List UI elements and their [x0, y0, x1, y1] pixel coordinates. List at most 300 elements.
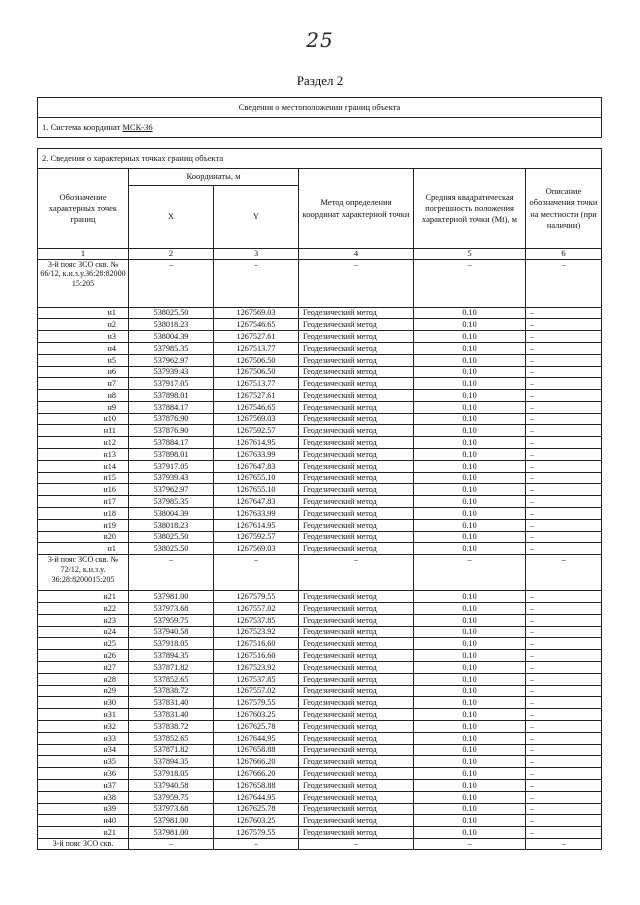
accuracy: 0.10: [414, 744, 526, 756]
group-dash: –: [299, 555, 414, 591]
table-row: [38, 401, 602, 413]
x-coordinate: 537894.35: [129, 756, 214, 768]
y-coordinate: 1267527.61: [214, 331, 299, 343]
y-coordinate: 1267666.20: [214, 756, 299, 768]
y-coordinate: 1267569.03: [214, 307, 299, 319]
method: Геодезический метод: [299, 531, 414, 543]
x-coordinate: 537981.00: [129, 827, 214, 839]
x-coordinate: 537959.75: [129, 791, 214, 803]
table-row: [38, 791, 602, 803]
method: Геодезический метод: [299, 791, 414, 803]
y-coordinate: 1267603.25: [214, 815, 299, 827]
x-coordinate: 537884.17: [129, 437, 214, 449]
description: –: [526, 354, 602, 366]
description: –: [526, 413, 602, 425]
accuracy: 0.10: [414, 721, 526, 733]
y-coordinate: 1267537.85: [214, 673, 299, 685]
point-name: н21: [38, 827, 129, 839]
point-name: н26: [38, 650, 129, 662]
x-coordinate: 537917.05: [129, 378, 214, 390]
accuracy: 0.10: [414, 591, 526, 603]
x-coordinate: 537871.82: [129, 744, 214, 756]
method: Геодезический метод: [299, 756, 414, 768]
method: Геодезический метод: [299, 827, 414, 839]
x-coordinate: 538018.23: [129, 519, 214, 531]
method: Геодезический метод: [299, 638, 414, 650]
y-coordinate: 1267633.99: [214, 508, 299, 520]
accuracy: 0.10: [414, 413, 526, 425]
group-dash: –: [214, 555, 299, 591]
description: –: [526, 543, 602, 555]
x-coordinate: 537962.97: [129, 484, 214, 496]
group-dash: –: [299, 838, 414, 849]
page-number: 25: [306, 28, 334, 52]
description: –: [526, 390, 602, 402]
table-row: [38, 780, 602, 792]
x-coordinate: 537852.65: [129, 673, 214, 685]
description: –: [526, 508, 602, 520]
table-row: [38, 756, 602, 768]
group-dash: –: [526, 259, 602, 307]
point-name: н21: [38, 591, 129, 603]
point-name: н27: [38, 662, 129, 674]
table-row: [38, 366, 602, 378]
y-coordinate: 1267569.03: [214, 413, 299, 425]
description: –: [526, 366, 602, 378]
table-row: [38, 803, 602, 815]
x-coordinate: 537876.90: [129, 425, 214, 437]
group-row: [38, 838, 602, 849]
description: –: [526, 685, 602, 697]
point-name: н3: [38, 331, 129, 343]
y-coordinate: 1267614.95: [214, 519, 299, 531]
method: Геодезический метод: [299, 768, 414, 780]
section-title: Раздел 2: [296, 73, 344, 88]
table-row: [38, 496, 602, 508]
x-coordinate: 538025.50: [129, 307, 214, 319]
point-name: н28: [38, 673, 129, 685]
group-label: 3-й пояс ЗСО скв.: [38, 838, 129, 849]
y-coordinate: 1267592.57: [214, 531, 299, 543]
table-row: [38, 709, 602, 721]
table-caption: Сведения о местоположении границ объекта: [38, 98, 602, 118]
column-number: 2: [129, 249, 214, 260]
y-coordinate: 1267658.88: [214, 780, 299, 792]
description: –: [526, 614, 602, 626]
method: Геодезический метод: [299, 744, 414, 756]
description: –: [526, 378, 602, 390]
column-number: 1: [38, 249, 129, 260]
description: –: [526, 519, 602, 531]
point-name: н7: [38, 378, 129, 390]
table-row: [38, 744, 602, 756]
y-coordinate: 1267625.78: [214, 721, 299, 733]
column-number: 3: [214, 249, 299, 260]
accuracy: 0.10: [414, 791, 526, 803]
x-coordinate: 537981.00: [129, 591, 214, 603]
description: –: [526, 697, 602, 709]
description: –: [526, 721, 602, 733]
x-coordinate: 537962.97: [129, 354, 214, 366]
accuracy: 0.10: [414, 437, 526, 449]
table-row: [38, 354, 602, 366]
x-coordinate: 538018.23: [129, 319, 214, 331]
accuracy: 0.10: [414, 519, 526, 531]
y-coordinate: 1267666.20: [214, 768, 299, 780]
accuracy: 0.10: [414, 401, 526, 413]
y-coordinate: 1267579.55: [214, 827, 299, 839]
x-coordinate: 537985.35: [129, 342, 214, 354]
group-dash: –: [214, 259, 299, 307]
method: Геодезический метод: [299, 366, 414, 378]
x-coordinate: 537831.40: [129, 697, 214, 709]
description: –: [526, 709, 602, 721]
group-dash: –: [526, 838, 602, 849]
y-coordinate: 1267647.83: [214, 496, 299, 508]
description: –: [526, 496, 602, 508]
accuracy: 0.10: [414, 484, 526, 496]
table-row: [38, 531, 602, 543]
group-dash: –: [299, 259, 414, 307]
point-name: н30: [38, 697, 129, 709]
x-coordinate: 538025.50: [129, 531, 214, 543]
y-coordinate: 1267557.02: [214, 685, 299, 697]
group-dash: –: [526, 555, 602, 591]
description: –: [526, 662, 602, 674]
table-row: [38, 603, 602, 615]
method: Геодезический метод: [299, 803, 414, 815]
accuracy: 0.10: [414, 803, 526, 815]
method: Геодезический метод: [299, 319, 414, 331]
accuracy: 0.10: [414, 815, 526, 827]
point-name: н8: [38, 390, 129, 402]
point-name: н9: [38, 401, 129, 413]
accuracy: 0.10: [414, 425, 526, 437]
accuracy: 0.10: [414, 685, 526, 697]
description: –: [526, 342, 602, 354]
description: –: [526, 768, 602, 780]
y-coordinate: 1267625.78: [214, 803, 299, 815]
point-name: н1: [38, 307, 129, 319]
accuracy: 0.10: [414, 342, 526, 354]
x-coordinate: 537940.58: [129, 780, 214, 792]
accuracy: 0.10: [414, 614, 526, 626]
table-row: [38, 614, 602, 626]
point-name: н32: [38, 721, 129, 733]
accuracy: 0.10: [414, 697, 526, 709]
y-coordinate: 1267506.50: [214, 354, 299, 366]
description: –: [526, 401, 602, 413]
description: –: [526, 591, 602, 603]
table-row: [38, 721, 602, 733]
method: Геодезический метод: [299, 614, 414, 626]
method: Геодезический метод: [299, 496, 414, 508]
accuracy: 0.10: [414, 307, 526, 319]
point-name: н37: [38, 780, 129, 792]
group-label: 3-й пояс ЗСО скв. № 72/12, к.н.з.у. 36:28:8200015:205: [38, 555, 129, 591]
method: Геодезический метод: [299, 721, 414, 733]
table-row: [38, 484, 602, 496]
table-row: [38, 519, 602, 531]
header-y: Y: [214, 186, 299, 249]
table-row: [38, 626, 602, 638]
point-name: н20: [38, 531, 129, 543]
table-row: [38, 673, 602, 685]
x-coordinate: 537838.72: [129, 721, 214, 733]
description: –: [526, 425, 602, 437]
point-name: н31: [38, 709, 129, 721]
y-coordinate: 1267658.88: [214, 744, 299, 756]
y-coordinate: 1267614.95: [214, 437, 299, 449]
table-row: [38, 685, 602, 697]
group-dash: –: [129, 555, 214, 591]
y-coordinate: 1267537.85: [214, 614, 299, 626]
method: Геодезический метод: [299, 519, 414, 531]
point-name: н16: [38, 484, 129, 496]
description: –: [526, 531, 602, 543]
method: Геодезический метод: [299, 662, 414, 674]
y-coordinate: 1267516.60: [214, 638, 299, 650]
x-coordinate: 537917.05: [129, 460, 214, 472]
table-row: [38, 413, 602, 425]
description: –: [526, 460, 602, 472]
y-coordinate: 1267523.92: [214, 662, 299, 674]
point-name: н29: [38, 685, 129, 697]
table-row: [38, 768, 602, 780]
method: Геодезический метод: [299, 390, 414, 402]
accuracy: 0.10: [414, 673, 526, 685]
point-name: н13: [38, 449, 129, 461]
table-row: [38, 319, 602, 331]
accuracy: 0.10: [414, 626, 526, 638]
table-row: [38, 472, 602, 484]
y-coordinate: 1267644.95: [214, 732, 299, 744]
accuracy: 0.10: [414, 472, 526, 484]
y-coordinate: 1267513.77: [214, 378, 299, 390]
table-row: [38, 307, 602, 319]
table-row: [38, 449, 602, 461]
table-row: [38, 732, 602, 744]
table-row: [38, 697, 602, 709]
x-coordinate: 537898.01: [129, 390, 214, 402]
table-row: [38, 460, 602, 472]
group-dash: –: [414, 259, 526, 307]
point-name: н5: [38, 354, 129, 366]
table-row: [38, 508, 602, 520]
accuracy: 0.10: [414, 543, 526, 555]
point-name: н33: [38, 732, 129, 744]
description: –: [526, 732, 602, 744]
method: Геодезический метод: [299, 460, 414, 472]
y-coordinate: 1267655.10: [214, 484, 299, 496]
header-method: Метод определения координат характерной точки: [299, 169, 414, 249]
group-dash: –: [129, 838, 214, 849]
accuracy: 0.10: [414, 366, 526, 378]
x-coordinate: 537973.68: [129, 603, 214, 615]
accuracy: 0.10: [414, 390, 526, 402]
group-dash: –: [214, 838, 299, 849]
column-number: 4: [299, 249, 414, 260]
boundary-points-table: [37, 97, 602, 850]
point-name: н17: [38, 496, 129, 508]
accuracy: 0.10: [414, 449, 526, 461]
method: Геодезический метод: [299, 472, 414, 484]
method: Геодезический метод: [299, 650, 414, 662]
point-name: н6: [38, 366, 129, 378]
method: Геодезический метод: [299, 508, 414, 520]
method: Геодезический метод: [299, 732, 414, 744]
x-coordinate: 537985.35: [129, 496, 214, 508]
table-row: [38, 650, 602, 662]
x-coordinate: 537940.58: [129, 626, 214, 638]
accuracy: 0.10: [414, 331, 526, 343]
table-row: [38, 390, 602, 402]
accuracy: 0.10: [414, 531, 526, 543]
description: –: [526, 626, 602, 638]
description: –: [526, 638, 602, 650]
description: –: [526, 673, 602, 685]
group-dash: –: [129, 259, 214, 307]
header-description: Описание обозначения точки на местности (при наличии): [526, 169, 602, 249]
point-name: н40: [38, 815, 129, 827]
y-coordinate: 1267527.61: [214, 390, 299, 402]
accuracy: 0.10: [414, 732, 526, 744]
accuracy: 0.10: [414, 603, 526, 615]
point-name: н18: [38, 508, 129, 520]
method: Геодезический метод: [299, 543, 414, 555]
accuracy: 0.10: [414, 354, 526, 366]
method: Геодезический метод: [299, 307, 414, 319]
method: Геодезический метод: [299, 697, 414, 709]
accuracy: 0.10: [414, 662, 526, 674]
description: –: [526, 331, 602, 343]
accuracy: 0.10: [414, 780, 526, 792]
method: Геодезический метод: [299, 342, 414, 354]
table-row: [38, 543, 602, 555]
y-coordinate: 1267579.55: [214, 591, 299, 603]
accuracy: 0.10: [414, 496, 526, 508]
table-row: [38, 331, 602, 343]
coordinate-system-value: МСК-36: [122, 121, 153, 132]
description: –: [526, 437, 602, 449]
x-coordinate: 537831.40: [129, 709, 214, 721]
description: –: [526, 803, 602, 815]
point-name: н23: [38, 614, 129, 626]
method: Геодезический метод: [299, 378, 414, 390]
point-name: н15: [38, 472, 129, 484]
x-coordinate: 538004.39: [129, 331, 214, 343]
point-name: н35: [38, 756, 129, 768]
method: Геодезический метод: [299, 484, 414, 496]
description: –: [526, 484, 602, 496]
description: –: [526, 650, 602, 662]
point-name: н38: [38, 791, 129, 803]
method: Геодезический метод: [299, 401, 414, 413]
accuracy: 0.10: [414, 638, 526, 650]
x-coordinate: 537838.72: [129, 685, 214, 697]
method: Геодезический метод: [299, 449, 414, 461]
accuracy: 0.10: [414, 768, 526, 780]
point-name: н4: [38, 342, 129, 354]
method: Геодезический метод: [299, 673, 414, 685]
y-coordinate: 1267633.99: [214, 449, 299, 461]
table-row: [38, 827, 602, 839]
point-name: н11: [38, 425, 129, 437]
accuracy: 0.10: [414, 508, 526, 520]
x-coordinate: 537871.82: [129, 662, 214, 674]
description: –: [526, 827, 602, 839]
accuracy: 0.10: [414, 650, 526, 662]
accuracy: 0.10: [414, 709, 526, 721]
point-name: н24: [38, 626, 129, 638]
point-name: н10: [38, 413, 129, 425]
method: Геодезический метод: [299, 709, 414, 721]
table-row: [38, 638, 602, 650]
description: –: [526, 319, 602, 331]
point-name: н12: [38, 437, 129, 449]
y-coordinate: 1267557.02: [214, 603, 299, 615]
method: Геодезический метод: [299, 780, 414, 792]
method: Геодезический метод: [299, 354, 414, 366]
y-coordinate: 1267644.95: [214, 791, 299, 803]
method: Геодезический метод: [299, 591, 414, 603]
description: –: [526, 756, 602, 768]
point-name: н34: [38, 744, 129, 756]
method: Геодезический метод: [299, 603, 414, 615]
method: Геодезический метод: [299, 425, 414, 437]
y-coordinate: 1267647.83: [214, 460, 299, 472]
x-coordinate: 537852.65: [129, 732, 214, 744]
x-coordinate: 537894.35: [129, 650, 214, 662]
x-coordinate: 537959.75: [129, 614, 214, 626]
column-number: 6: [526, 249, 602, 260]
y-coordinate: 1267513.77: [214, 342, 299, 354]
description: –: [526, 307, 602, 319]
header-coordinates: Координаты, м: [129, 169, 299, 186]
description: –: [526, 791, 602, 803]
description: –: [526, 780, 602, 792]
method: Геодезический метод: [299, 413, 414, 425]
accuracy: 0.10: [414, 827, 526, 839]
table-row: [38, 815, 602, 827]
table-row: [38, 342, 602, 354]
group-dash: –: [414, 838, 526, 849]
y-coordinate: 1267546.65: [214, 319, 299, 331]
y-coordinate: 1267546.65: [214, 401, 299, 413]
description: –: [526, 744, 602, 756]
x-coordinate: 537918.05: [129, 638, 214, 650]
y-coordinate: 1267516.60: [214, 650, 299, 662]
x-coordinate: 537939.43: [129, 366, 214, 378]
group-dash: –: [414, 555, 526, 591]
point-name: н19: [38, 519, 129, 531]
accuracy: 0.10: [414, 378, 526, 390]
method: Геодезический метод: [299, 626, 414, 638]
point-name: н22: [38, 603, 129, 615]
description: –: [526, 603, 602, 615]
point-name: н36: [38, 768, 129, 780]
points-subsection: 2. Сведения о характерных точках границ объекта: [38, 149, 602, 169]
x-coordinate: 538004.39: [129, 508, 214, 520]
column-number: 5: [414, 249, 526, 260]
point-name: н14: [38, 460, 129, 472]
table-row: [38, 662, 602, 674]
y-coordinate: 1267506.50: [214, 366, 299, 378]
y-coordinate: 1267655.10: [214, 472, 299, 484]
coordinate-system: 1. Система координат МСК-36: [38, 118, 602, 138]
method: Геодезический метод: [299, 331, 414, 343]
table-row: [38, 425, 602, 437]
